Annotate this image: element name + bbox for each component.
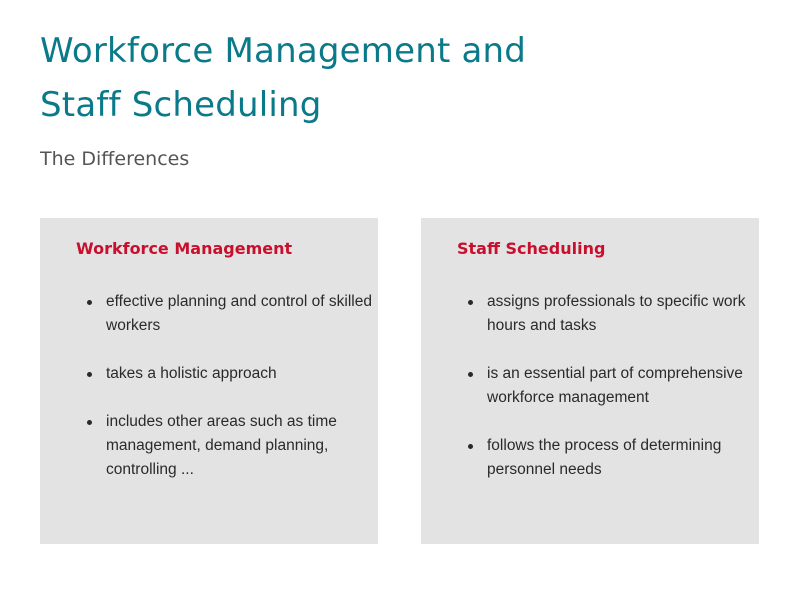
workforce-management-list	[40, 290, 396, 482]
bullet-icon	[468, 372, 473, 377]
list-item	[421, 434, 777, 482]
list-item-text: includes other areas such as time management, demand planning, controlling ...	[106, 413, 337, 478]
list-item-text: follows the process of determining personnel needs	[487, 437, 722, 478]
workforce-management-card	[40, 218, 378, 544]
workforce-management-heading: Workforce Management	[76, 239, 293, 258]
page-title	[40, 24, 660, 132]
staff-scheduling-list	[421, 290, 777, 482]
list-item-text: effective planning and control of skilled workers	[106, 293, 372, 334]
list-item	[421, 290, 777, 338]
list-item	[40, 410, 396, 482]
bullet-icon	[468, 300, 473, 305]
list-item-text: is an essential part of comprehensive workforce management	[487, 365, 743, 406]
list-item-text: takes a holistic approach	[106, 365, 277, 382]
page-subtitle: The Differences	[40, 148, 190, 170]
staff-scheduling-heading: Staff Scheduling	[457, 239, 606, 258]
page-title-line-1: Workforce Management and	[40, 31, 527, 71]
page-title-line-2: Staff Scheduling	[40, 85, 322, 125]
bullet-icon	[87, 420, 92, 425]
list-item-text: assigns professionals to specific work hours and tasks	[487, 293, 746, 334]
bullet-icon	[468, 444, 473, 449]
list-item	[40, 362, 396, 386]
staff-scheduling-card	[421, 218, 759, 544]
bullet-icon	[87, 300, 92, 305]
bullet-icon	[87, 372, 92, 377]
list-item	[40, 290, 396, 338]
list-item	[421, 362, 777, 410]
